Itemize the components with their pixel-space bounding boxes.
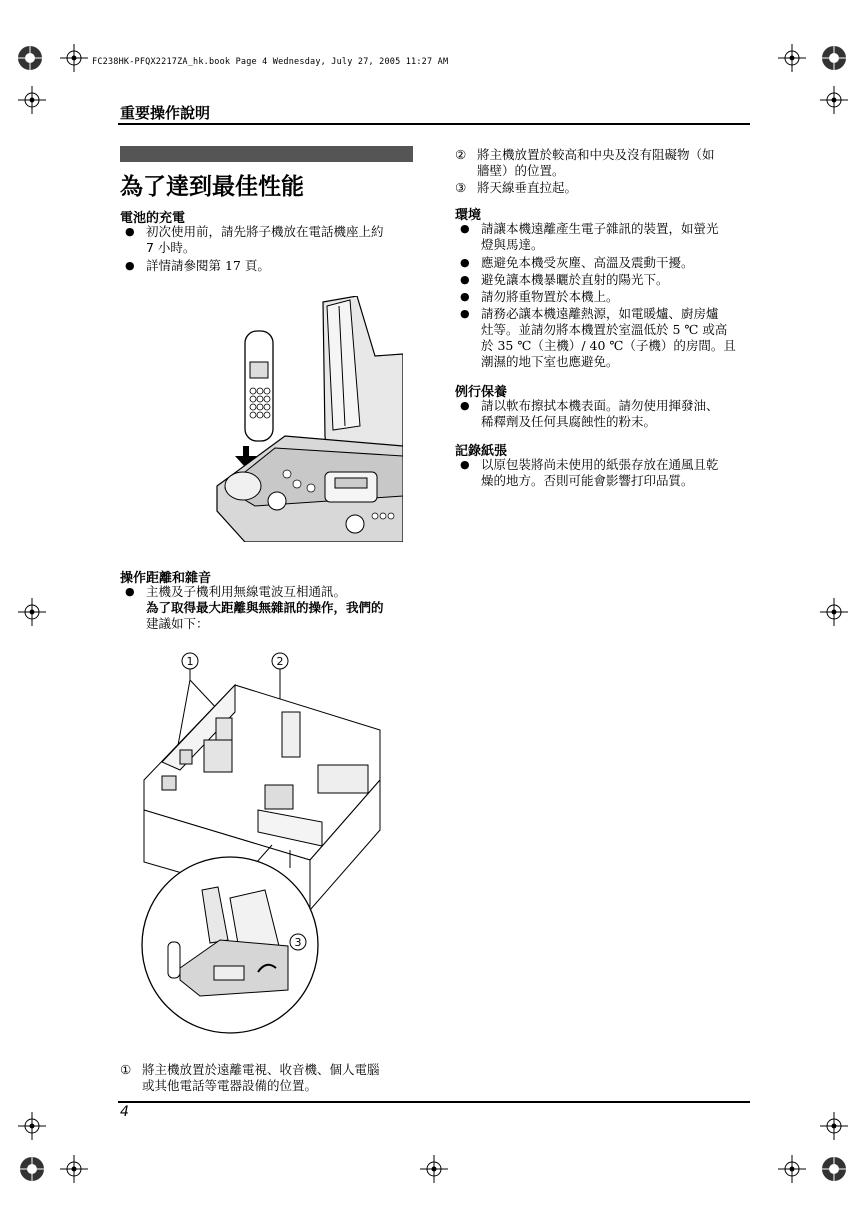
registration-mark-crosshair [420, 1155, 448, 1183]
bullet-icon: ● [460, 256, 470, 269]
list-item: ● 以原包裝將尚未使用的紙張存放在通風且乾 燥的地方。否則可能會影響打印品質。 [460, 457, 719, 488]
fax-charging-illustration [215, 296, 403, 542]
list-item: ● 避免讓本機暴曬於直射的陽光下。 [460, 272, 669, 287]
room-placement-illustration [140, 650, 410, 1042]
page-title: 為了達到最佳性能 [120, 174, 304, 200]
registration-mark-crosshair [18, 598, 46, 626]
callout-1: 1 [186, 655, 194, 668]
bullet-icon: ● [460, 222, 470, 235]
list-item: ● 主機及子機利用無線電波互相通訊。 為了取得最大距離與無雜訊的操作，我們的 建議如下： [125, 584, 384, 631]
note-1: ① 將主機放置於遠離電視、收音機、個人電腦 或其他電話等電器設備的位置。 [120, 1062, 380, 1093]
list-item: ● 應避免本機受灰塵、高溫及震動干擾。 [460, 255, 694, 270]
heading-environment: 環境 [455, 208, 482, 223]
heading-paper: 記錄紙張 [455, 444, 508, 459]
list-item: ● 請務必讓本機遠離熱源，如電暖爐、廚房爐 灶等。並請勿將本機置於室溫低於 5 ℃ 或高 於 35 ℃（主機）/ 40 ℃（子機）的房間。且 潮濕的地下室也應避免。 [460, 306, 736, 369]
heading-maintenance: 例行保養 [455, 385, 508, 400]
registration-mark-crosshair [778, 1155, 806, 1183]
registration-mark-crosshair [60, 44, 88, 72]
registration-mark-crosshair [18, 86, 46, 114]
circled-number-1: ① [120, 1062, 132, 1077]
footer-rule [118, 1101, 750, 1103]
page-number: 4 [120, 1104, 129, 1120]
bullet-icon: ● [460, 399, 470, 412]
circled-number-3: ③ [455, 180, 467, 195]
callout-3: 3 [294, 936, 302, 949]
note-2: ② 將主機放置於較高和中央及沒有阻礙物（如 牆壁）的位置。 [455, 147, 715, 178]
list-item: ● 請勿將重物置於本機上。 [460, 289, 619, 304]
registration-mark-crosshair [820, 598, 848, 626]
heading-charging: 電池的充電 [120, 211, 186, 226]
registration-mark-rosette [820, 1155, 848, 1183]
header-rule [118, 123, 750, 125]
note-3: ③ 將天線垂直拉起。 [455, 180, 578, 195]
list-item: ● 請讓本機遠離產生電子雜訊的裝置，如螢光 燈與馬達。 [460, 221, 719, 252]
registration-mark-crosshair [778, 44, 806, 72]
heading-range: 操作距離和雜音 [120, 571, 212, 586]
bullet-icon: ● [125, 259, 135, 272]
bullet-icon: ● [460, 273, 470, 286]
list-item: ● 詳情請參閱第 17 頁。 [125, 258, 270, 273]
callout-2: 2 [276, 655, 284, 668]
registration-mark-crosshair [820, 1112, 848, 1140]
bullet-icon: ● [125, 585, 135, 598]
section-bar [120, 146, 413, 162]
registration-mark-rosette [16, 44, 44, 72]
print-slug: FC238HK-PFQX2217ZA_hk.book Page 4 Wednesday, July 27, 2005 11:27 AM [92, 57, 449, 67]
list-item: ● 初次使用前，請先將子機放在電話機座上約 7 小時。 [125, 224, 384, 255]
bullet-icon: ● [125, 225, 135, 238]
registration-mark-crosshair [18, 1112, 46, 1140]
registration-mark-rosette [820, 44, 848, 72]
registration-mark-rosette [18, 1155, 46, 1183]
bullet-icon: ● [460, 458, 470, 471]
circled-number-2: ② [455, 147, 467, 162]
registration-mark-crosshair [60, 1155, 88, 1183]
bullet-icon: ● [460, 290, 470, 303]
running-head: 重要操作說明 [120, 104, 211, 122]
bullet-icon: ● [460, 307, 470, 320]
registration-mark-crosshair [820, 86, 848, 114]
list-item: ● 請以軟布擦拭本機表面。請勿使用揮發油、 稀釋劑及任何具腐蝕性的粉末。 [460, 398, 719, 429]
